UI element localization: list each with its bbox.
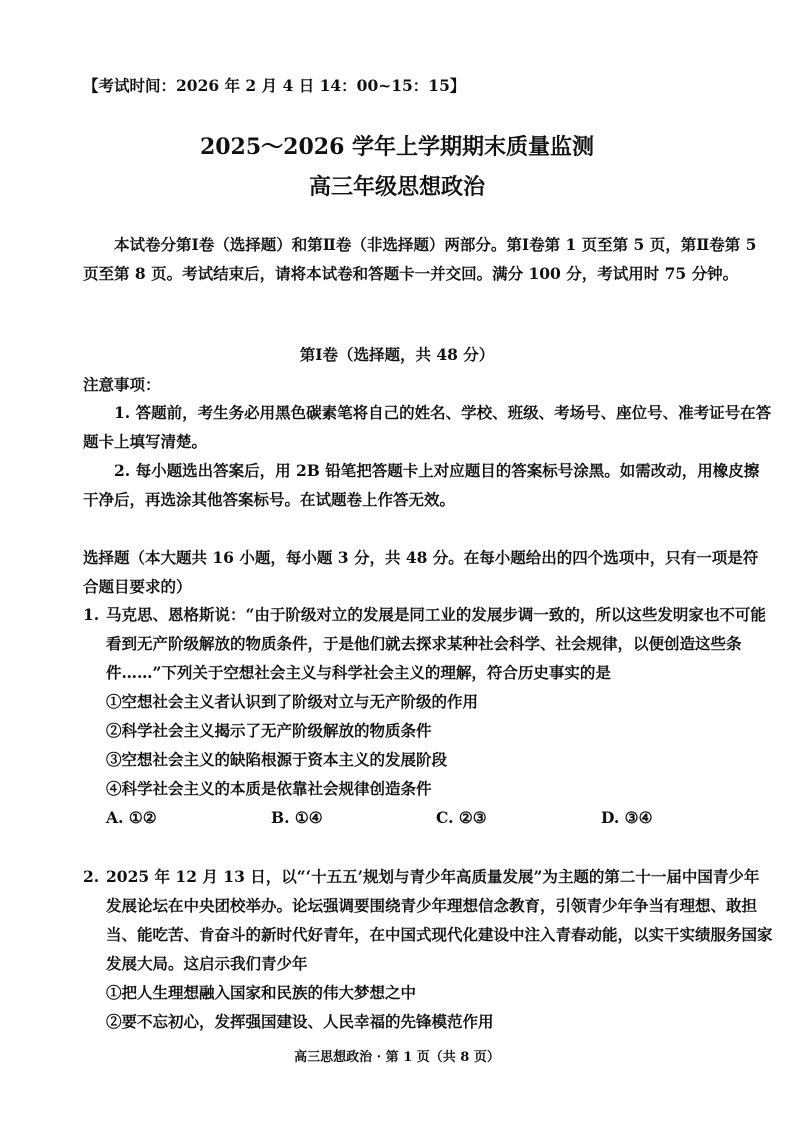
- statement-option: ②要不忘初心，发挥强国建设、人民幸福的先锋模范作用: [106, 1012, 494, 1031]
- page-title: 2025～2026 学年上学期期末质量监测: [199, 134, 595, 160]
- choice-d: D. ③④: [601, 808, 653, 827]
- statement-option: ①把人生理想融入国家和民族的伟大梦想之中: [106, 983, 417, 1002]
- note-item: 1. 答题前，考生务必用黑色碳素笔将自己的姓名、学校、班级、考场号、座位号、准考证号在答题卡上填写清楚。: [83, 403, 772, 451]
- question-stem: 马克思、恩格斯说：“由于阶级对立的发展是同工业的发展步调一致的，所以这些发明家也不可能看到无产阶级解放的物质条件，于是他们就去探求某种社会科学、社会规律，以便创造这些条件……”下列关于空想社会主义与科学社会主义的理解，符合历史事实的是: [106, 605, 766, 682]
- question-1: [83, 600, 773, 832]
- question-stem: 2025 年 12 月 13 日，以“‘十五五’规划与青少年高质量发展”为主题的第二十一届中国青少年发展论坛在中央团校举办。论坛强调要围绕青少年理想信念教育，引领青少年争当有理想、敢担当、能吃苦、肯奋斗的新时代好青年，在中国式现代化建设中注入青春动能，以实干实绩服务国家发展大局。这启示我们青少年: [106, 867, 773, 973]
- multiple-choice-intro: 选择题（本大题共 16 小题，每小题 3 分，共 48 分。在每小题给出的四个选项中，只有一项是符合题目要求的）: [83, 548, 759, 596]
- choice-c: C. ②③: [436, 808, 487, 827]
- page-footer: 高三思想政治 · 第 1 页（共 8 页）: [294, 1050, 500, 1065]
- statement-option: ①空想社会主义者认识到了阶级对立与无产阶级的作用: [106, 692, 479, 711]
- answer-choices: [106, 803, 773, 832]
- question-number: 2.: [83, 867, 100, 886]
- choice-a: A. ①②: [106, 808, 157, 827]
- statement-option: ③空想社会主义的缺陷根源于资本主义的发展阶段: [106, 750, 448, 769]
- question-2: [83, 862, 773, 1036]
- exam-time: 【考试时间：2026 年 2 月 4 日 14：00~15：15】: [83, 76, 466, 95]
- statement-option: ②科学社会主义揭示了无产阶级解放的物质条件: [106, 721, 432, 740]
- statement-option: ④科学社会主义的本质是依靠社会规律创造条件: [106, 779, 432, 798]
- note-item: 2. 每小题选出答案后，用 2B 铅笔把答题卡上对应题目的答案标号涂黑。如需改动，用橡皮擦干净后，再选涂其他答案标号。在试题卷上作答无效。: [83, 461, 760, 509]
- page-subtitle: 高三年级思想政治: [308, 174, 485, 200]
- choice-b: B. ①④: [271, 808, 323, 827]
- exam-instructions: 本试卷分第Ⅰ卷（选择题）和第Ⅱ卷（非选择题）两部分。第Ⅰ卷第 1 页至第 5 页，第Ⅱ卷第 5 页至第 8 页。考试结束后，请将本试卷和答题卡一并交回。满分 100 分，考试用时 75 分钟。: [83, 235, 757, 283]
- notes-title: 注意事项：: [83, 375, 161, 394]
- section-heading: 第Ⅰ卷（选择题，共 48 分）: [299, 345, 495, 364]
- question-number: 1.: [83, 605, 100, 624]
